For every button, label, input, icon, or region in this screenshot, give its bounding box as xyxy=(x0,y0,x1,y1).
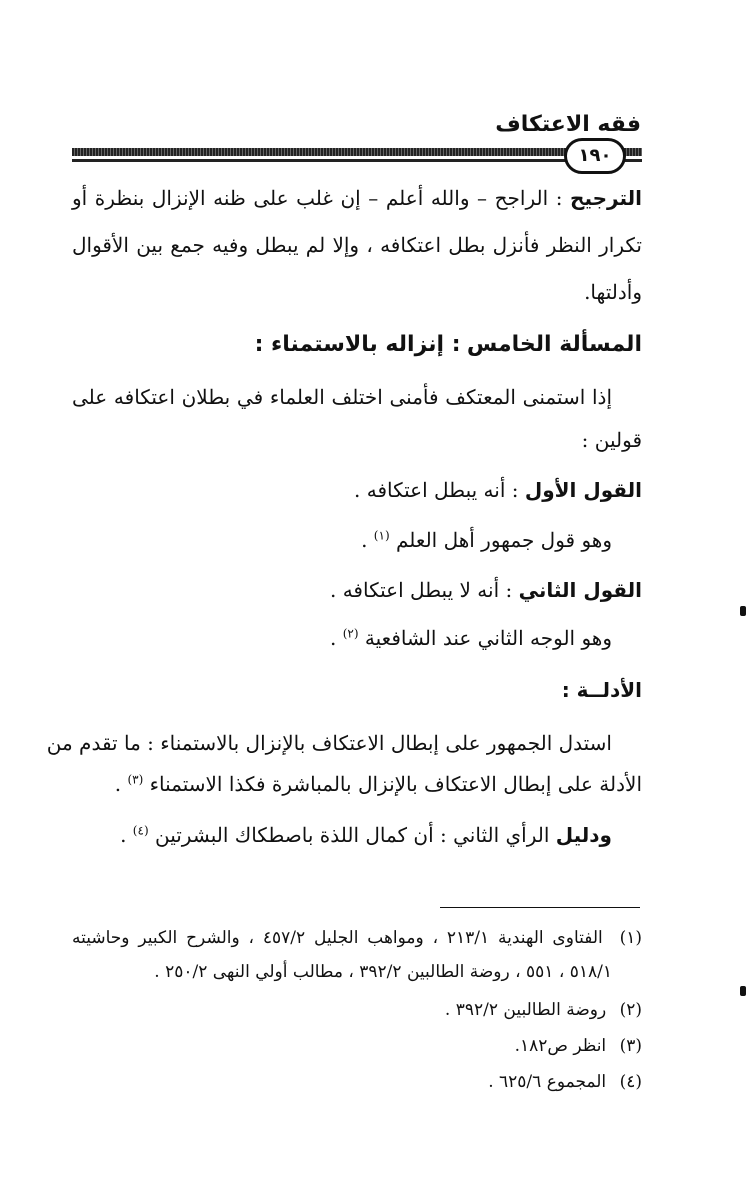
footnote-ref-4: (٤) xyxy=(132,823,149,838)
dalil-2-text: الرأي الثاني : أن كمال اللذة باصطكاك البشرتين xyxy=(154,823,550,847)
qawl-1-label: القول الأول xyxy=(524,478,642,502)
qawl-2-note xyxy=(330,626,612,650)
header-rule-thick xyxy=(72,148,642,156)
header-rule-thin xyxy=(72,159,642,162)
evidence-line-2-text: الأدلة على إبطال الاعتكاف بالإنزال بالمباشرة فكذا الاستمناء xyxy=(149,772,642,796)
tarjih-text-1: : الراجح – والله أعلم – إن غلب على ظنه الإنزال بنظرة أو xyxy=(72,186,563,210)
qawl-1-text: : أنه يبطل اعتكافه . xyxy=(354,478,519,502)
footnote-ref-2: (٢) xyxy=(342,626,359,641)
footnote-3-num: (٣) xyxy=(619,1036,642,1056)
qawl-1-note xyxy=(361,528,612,552)
scan-mark xyxy=(740,606,746,616)
footnote-1-cont-text: ٥١٨/١ ، ٥٥١ ، روضة الطالبين ٣٩٢/٢ ، مطالب أولي النهى ٢٥٠/٢ . xyxy=(154,962,612,982)
footnote-2-text: روضة الطالبين ٣٩٢/٢ . xyxy=(444,1000,607,1020)
qawl-1-note-text: وهو قول جمهور أهل العلم xyxy=(395,528,612,552)
section-title: : إنزاله بالاستمناء : xyxy=(254,332,461,357)
qawl-1-note-end: . xyxy=(361,528,368,552)
footnote-rule xyxy=(440,907,640,908)
footnote-2-num: (٢) xyxy=(619,1000,642,1020)
tarjih-line-2: تكرار النظر فأنزل بطل اعتكافه ، وإلا لم يبطل وفيه جمع بين الأقوال xyxy=(72,233,642,257)
footnote-2 xyxy=(445,1000,642,1020)
adilla-label: الأدلــة : xyxy=(561,678,642,702)
qawl-2 xyxy=(330,578,642,602)
evidence-line-1: استدل الجمهور على إبطال الاعتكاف بالإنزال بالاستمناء : ما تقدم من xyxy=(46,731,612,755)
footnote-4-text: المجموع ٦٢٥/٦ . xyxy=(488,1072,607,1092)
footnote-4-num: (٤) xyxy=(619,1072,642,1092)
footnote-3 xyxy=(515,1036,642,1056)
qawl-1 xyxy=(354,478,642,502)
footnote-1-text: الفتاوى الهندية ٢١٣/١ ، ومواهب الجليل ٤٥٧/٢ ، والشرح الكبير وحاشيته xyxy=(72,928,603,948)
qawl-2-label: القول الثاني xyxy=(518,578,642,602)
footnote-ref-3: (٣) xyxy=(127,772,144,787)
page-number: ١٩٠ xyxy=(564,138,626,174)
qawl-2-note-text: وهو الوجه الثاني عند الشافعية xyxy=(364,626,612,650)
running-title: فقه الاعتكاف xyxy=(495,112,641,137)
evidence-line-2-end: . xyxy=(114,772,122,796)
footnote-3-text: انظر ص١٨٢. xyxy=(514,1036,607,1056)
dalil-2-end: . xyxy=(120,823,127,847)
section-label: المسألة الخامس xyxy=(466,332,642,357)
footnote-ref-1: (١) xyxy=(373,528,390,543)
footnote-4 xyxy=(488,1072,642,1092)
intro-line-1: إذا استمنى المعتكف فأمنى اختلف العلماء في بطلان اعتكافه على xyxy=(72,385,612,409)
tarjih-line-3: وأدلتها. xyxy=(584,280,642,304)
evidence-line-2 xyxy=(115,772,642,796)
footnote-1-num: (١) xyxy=(619,928,643,948)
adilla-heading xyxy=(562,678,642,702)
scan-mark xyxy=(740,986,746,996)
intro-line-2: قولين : xyxy=(581,428,642,452)
section-heading xyxy=(255,332,642,358)
footnote-1 xyxy=(72,928,642,948)
footnote-1-cont xyxy=(154,962,612,982)
dalil-2-label: ودليل xyxy=(555,823,612,847)
qawl-2-text: : أنه لا يبطل اعتكافه . xyxy=(329,578,513,602)
dalil-2 xyxy=(120,823,612,847)
tarjih-label: الترجيح xyxy=(570,186,642,210)
tarjih-line-1 xyxy=(72,186,642,210)
qawl-2-note-end: . xyxy=(330,626,337,650)
